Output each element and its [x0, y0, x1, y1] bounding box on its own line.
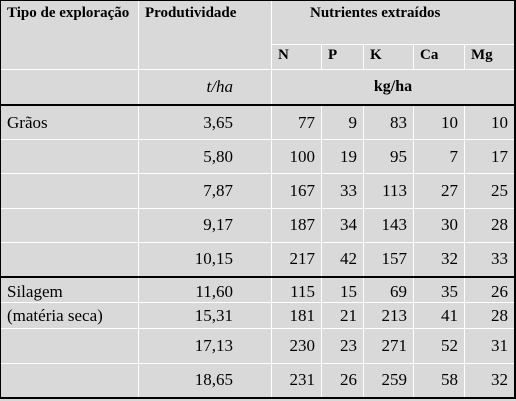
- unit-productivity: t/ha: [139, 69, 272, 105]
- exploration-type: [1, 242, 139, 276]
- exploration-type: (matéria seca): [1, 303, 139, 329]
- ca-value: 10: [414, 105, 465, 139]
- exploration-type: [1, 140, 139, 174]
- n-value: 100: [272, 140, 322, 174]
- productivity-value: 18,65: [139, 363, 272, 397]
- mg-value: 26: [465, 277, 515, 303]
- table-row: [1, 208, 515, 242]
- k-value: 83: [364, 105, 414, 139]
- exploration-type: [1, 363, 139, 397]
- table-row: [1, 105, 515, 139]
- nutrient-header-k: K: [364, 45, 414, 69]
- ca-value: 32: [414, 242, 465, 276]
- ca-value: 27: [414, 174, 465, 208]
- productivity-value: 15,31: [139, 303, 272, 329]
- k-value: 157: [364, 242, 414, 276]
- exploration-type: Grãos: [1, 105, 139, 139]
- p-value: 15: [322, 277, 364, 303]
- productivity-value: 10,15: [139, 242, 272, 276]
- p-value: 34: [322, 208, 364, 242]
- k-value: 259: [364, 363, 414, 397]
- n-value: 187: [272, 208, 322, 242]
- productivity-value: 3,65: [139, 105, 272, 139]
- n-value: 230: [272, 329, 322, 363]
- nutrient-header-mg: Mg: [465, 45, 515, 69]
- nutrient-header-ca: Ca: [414, 45, 465, 69]
- header-row: [1, 1, 515, 45]
- mg-value: 31: [465, 329, 515, 363]
- k-value: 95: [364, 140, 414, 174]
- exploration-type: [1, 329, 139, 363]
- mg-value: 32: [465, 363, 515, 397]
- n-value: 231: [272, 363, 322, 397]
- mg-value: 28: [465, 303, 515, 329]
- exploration-type: [1, 208, 139, 242]
- ca-value: 30: [414, 208, 465, 242]
- p-value: 21: [322, 303, 364, 329]
- table-row: [1, 329, 515, 363]
- exploration-type: Silagem: [1, 277, 139, 303]
- mg-value: 28: [465, 208, 515, 242]
- header-nutrientes: Nutrientes extraídos: [272, 1, 515, 45]
- k-value: 69: [364, 277, 414, 303]
- productivity-value: 5,80: [139, 140, 272, 174]
- productivity-value: 9,17: [139, 208, 272, 242]
- n-value: 167: [272, 174, 322, 208]
- ca-value: 35: [414, 277, 465, 303]
- mg-value: 33: [465, 242, 515, 276]
- productivity-value: 11,60: [139, 277, 272, 303]
- k-value: 271: [364, 329, 414, 363]
- units-row: [1, 69, 515, 105]
- productivity-value: 7,87: [139, 174, 272, 208]
- mg-value: 10: [465, 105, 515, 139]
- table-row: [1, 174, 515, 208]
- exploration-type: [1, 174, 139, 208]
- table-row: [1, 303, 515, 329]
- n-value: 115: [272, 277, 322, 303]
- k-value: 143: [364, 208, 414, 242]
- ca-value: 7: [414, 140, 465, 174]
- p-value: 33: [322, 174, 364, 208]
- nutrient-header-p: P: [322, 45, 364, 69]
- n-value: 181: [272, 303, 322, 329]
- nutrient-header-n: N: [272, 45, 322, 69]
- productivity-value: 17,13: [139, 329, 272, 363]
- header-tipo: Tipo de exploração: [1, 1, 139, 70]
- ca-value: 58: [414, 363, 465, 397]
- ca-value: 41: [414, 303, 465, 329]
- n-value: 217: [272, 242, 322, 276]
- units-empty-cell: [1, 69, 139, 105]
- p-value: 26: [322, 363, 364, 397]
- unit-nutrients: kg/ha: [272, 69, 515, 105]
- p-value: 19: [322, 140, 364, 174]
- table-row: [1, 242, 515, 276]
- k-value: 113: [364, 174, 414, 208]
- table-row: [1, 277, 515, 303]
- ca-value: 52: [414, 329, 465, 363]
- table-row: [1, 140, 515, 174]
- n-value: 77: [272, 105, 322, 139]
- mg-value: 17: [465, 140, 515, 174]
- mg-value: 25: [465, 174, 515, 208]
- header-produtividade: Produtividade: [139, 1, 272, 70]
- p-value: 23: [322, 329, 364, 363]
- p-value: 9: [322, 105, 364, 139]
- table-row: [1, 363, 515, 397]
- p-value: 42: [322, 242, 364, 276]
- k-value: 213: [364, 303, 414, 329]
